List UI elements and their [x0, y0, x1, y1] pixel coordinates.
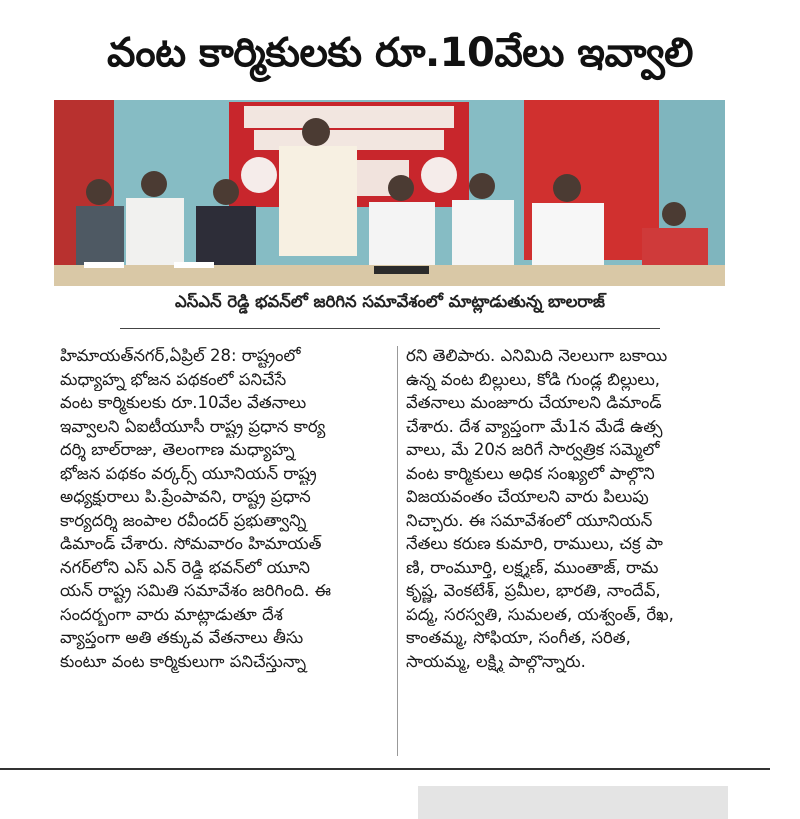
previous-article-clipped-text — [0, 0, 800, 12]
text-line: కృష్ణ, వెంకటేశ్, ప్రమీల, భారతి, నాందేవ్, — [406, 581, 661, 600]
next-article-headline-clipped — [0, 790, 400, 819]
boxed-article-clipped — [418, 786, 728, 819]
photo-caption: ఎస్ఎన్ రెడ్డి భవన్‌లో జరిగిన సమావేశంలో మాట్లాడుతున్న బాలరాజ్ — [175, 292, 605, 311]
text-line: డిమాండ్ చేశారు. సోమవారం హిమాయత్ — [60, 534, 322, 553]
text-line: వ్యాప్తంగా అతి తక్కువ వేతనాలు తీసు — [60, 628, 304, 647]
text-line: నిచ్చారు. ఈ సమావేశంలో యూనియన్ — [406, 510, 653, 530]
text-line: చేశారు. దేశ వ్యాప్తంగా మే1న మేడే ఉత్స — [406, 416, 663, 436]
text-line: హిమాయత్‌నగర్,ఏప్రిల్ 28: రాష్ట్రంలో — [60, 346, 301, 365]
text-line: వంట కార్మికులు అధిక సంఖ్యలో పాల్గొని — [406, 463, 655, 483]
text-line: ణి, రాంమూర్తి, లక్ష్మణ్, ముంతాజ్, రామ — [406, 557, 659, 577]
article-column-right — [406, 344, 746, 673]
article-column-left — [60, 344, 390, 673]
text-line: నేతలు కరుణ కుమారి, రాములు, చక్ర పా — [406, 534, 663, 553]
text-line: వంట కార్మికులకు రూ.10వేల వేతనాలు — [60, 393, 307, 412]
text-line: వేతనాలు మంజూరు చేయాలని డిమాండ్ — [406, 393, 662, 412]
text-line: వాలు, మే 20న జరిగే సార్వత్రిక సమ్మెలో — [406, 440, 660, 459]
text-line: రని తెలిపారు. ఎనిమిది నెలలుగా బకాయి — [406, 346, 668, 365]
column-divider — [397, 346, 398, 756]
text-line: కుంటూ వంట కార్మికులుగా పనిచేస్తున్నా — [60, 651, 307, 671]
text-line: కార్యదర్శి జంపాల రవీందర్ ప్రభుత్వాన్ని — [60, 510, 307, 530]
text-line: దర్శి బాల్‌రాజు, తెలంగాణ మధ్యాహ్న — [60, 440, 295, 459]
section-divider — [0, 768, 770, 770]
text-line: మధ్యాహ్న భోజన పథకంలో పనిచేసే — [60, 369, 287, 389]
text-line: ఉన్న వంట బిల్లులు, కోడి గుండ్ల బిల్లులు, — [406, 369, 661, 389]
text-line: సాయమ్మ, లక్ష్మి పాల్గొన్నారు. — [406, 651, 586, 671]
article-headline: వంట కార్మికులకు రూ.10వేలు ఇవ్వాలి — [106, 30, 694, 76]
text-line: నగర్‌లోని ఎస్ ఎన్ రెడ్డి భవన్‌లో యూని — [60, 557, 310, 577]
text-line: యన్ రాష్ట్ర సమితి సమావేశం జరిగింది. ఈ — [60, 581, 331, 600]
text-line: ఇవ్వాలని ఏఐటీయూసీ రాష్ట్ర ప్రధాన కార్య — [60, 416, 326, 436]
text-line: కాంతమ్మ, సోఫియా, సంగీత, సరిత, — [406, 628, 631, 647]
text-line: పద్మ, సరస్వతి, సుమలత, యశ్వంత్, రేఖ, — [406, 604, 674, 624]
text-line: సందర్భంగా వారు మాట్లాడుతూ దేశ — [60, 604, 283, 624]
meeting-photo-illustration — [54, 100, 725, 286]
caption-divider — [120, 328, 660, 329]
news-photo — [54, 100, 725, 286]
text-line: భోజన పథకం వర్కర్స్ యూనియన్ రాష్ట్ర — [60, 463, 317, 483]
text-line: అధ్యక్షురాలు పి.ప్రేంపావని, రాష్ట్ర ప్రధాన — [60, 487, 311, 506]
text-line: విజయవంతం చేయాలని వారు పిలుపు — [406, 487, 649, 506]
